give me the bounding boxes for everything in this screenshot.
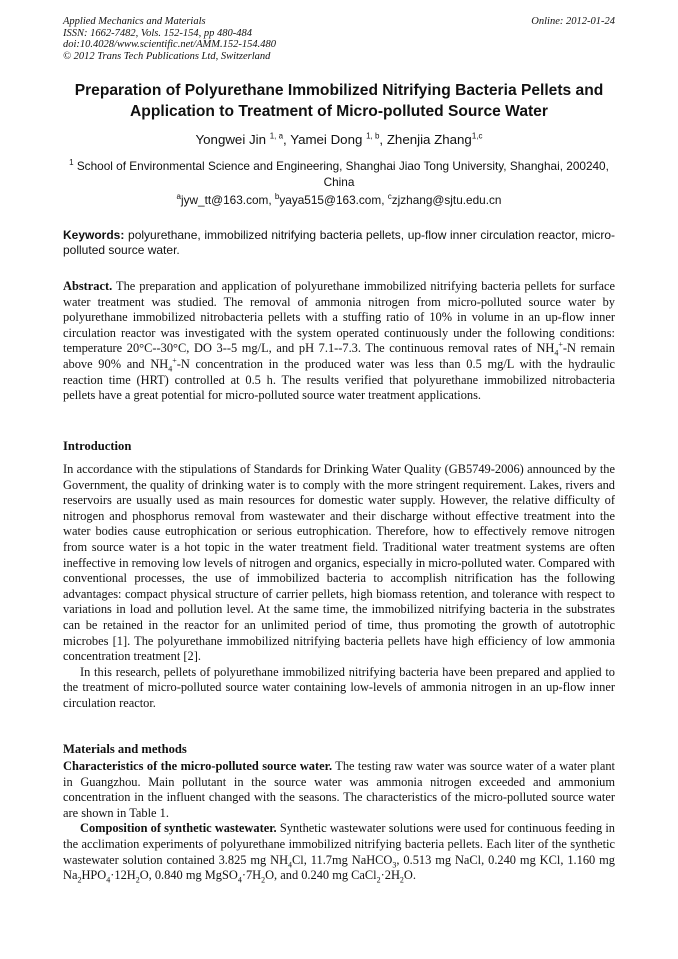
- journal-header: [63, 16, 276, 62]
- issn-line: ISSN: 1662-7482, Vols. 152-154, pp 480-484: [63, 27, 252, 39]
- affiliation: [60, 158, 618, 190]
- title-line-2: Application to Treatment of Micro-polluted Source Water: [130, 103, 548, 120]
- affiliation-text: School of Environmental Science and Engineering, Shanghai Jiao Tong University, Shanghai, 200240, China: [76, 159, 609, 189]
- subscript: 4: [168, 364, 173, 374]
- introduction-body: [63, 462, 615, 712]
- email-link[interactable]: yaya515@163.com,: [279, 193, 388, 207]
- introduction-paragraph: In accordance with the stipulations of Standards for Drinking Water Quality (GB5749-2006) announced by the Government, the quality of drinking water is to comply with the more stringent requirement. Lakes, rivers and reservoirs are usually used as main resources for domestic water supply. However, the relative difficulty of nitrogen and phosphorus removal from wastewater and their discharge without effective treatment into the water bodies cause eutrophication or serious eutrophication. Therefore, how to effectively remove nitrogen from source water is a hot topic in the water treatment field. Traditional water treatment systems are often ineffective in removing low levels of nitrogen and organics, especially in micro-polluted water. Compared with conventional processes, the use of immobilized bacteria to accomplish nitrification has the following advantages: compact physical structure of carrier pellets, high biomass retention, and tolerance with respect to variations in load and pollution level. At the same time, the immobilized nitrifying bacteria in the substrates can be retained in the reactor for an unlimited period of time, thus promoting the growth of autotrophic microbes [1]. The polyurethane immobilized nitrifying bacteria pellets have high efficiency of low ammonia concentration treatment [2].: [63, 462, 615, 664]
- author-affil-mark: 1, a: [269, 131, 284, 141]
- subscript: 2: [135, 875, 140, 885]
- keywords: [63, 228, 615, 258]
- subscript: 2: [77, 875, 82, 885]
- abstract-text: The preparation and application of polyurethane immobilized nitrifying bacteria pellets for surface water treatment was studied. The removal of ammonia nitrogen from micro-polluted source water by polyurethane immobilized nitrobacteria pellets with a stuffing ratio of 10% in volume in an up-flow inner circulation reactor was investigated with the system operated continuously under the following conditions: temperature 20°C--30°C, DO 3--5 mg/L, and pH 7.1--7.3. The continuous removal rates of NH: [63, 279, 615, 356]
- copyright-line: © 2012 Trans Tech Publications Ltd, Switzerland: [63, 50, 271, 62]
- author-affil-mark: 1,c: [471, 131, 483, 141]
- subscript: 4: [106, 875, 111, 885]
- abstract-text: -N remain above 90% and NH: [63, 341, 615, 371]
- keywords-label: Keywords:: [63, 228, 125, 242]
- author-list: [40, 132, 638, 147]
- methods-text: ·2H: [380, 868, 400, 883]
- author-name: Yongwei Jin: [195, 132, 266, 147]
- subsection-label: Characteristics of the micro-polluted source water.: [63, 759, 333, 773]
- subsection-label: Composition of synthetic wastewater.: [80, 821, 277, 836]
- methods-text: O, and 0.240 mg CaCl: [265, 868, 377, 883]
- methods-body: [63, 759, 615, 884]
- section-heading-methods: Materials and methods: [63, 742, 187, 756]
- author-name: Zhenjia Zhang: [386, 132, 472, 147]
- affiliation-mark: 1: [69, 158, 74, 168]
- subscript: 2: [261, 875, 266, 885]
- methods-text: The testing raw water was source water of a water plant in Guangzhou. Main pollutant in the source water was ammonia nitrogen exceeded and ammonium concentration in the influent changed with the seasons. The characteristics of the micro-polluted source water are shown in Table 1.: [63, 759, 615, 820]
- email-mark: b: [274, 192, 280, 202]
- methods-text: ·7H: [241, 868, 262, 883]
- email-link[interactable]: jyw_tt@163.com,: [180, 193, 275, 207]
- keywords-text: polyurethane, immobilized nitrifying bacteria pellets, up-flow inner circulation reactor, micro-polluted source water.: [63, 228, 615, 257]
- methods-paragraph: [63, 759, 615, 821]
- methods-text: , 0.513 mg NaCl, 0.240 mg KCl, 1.160 mg Na: [63, 852, 615, 883]
- methods-text: HPO: [81, 868, 107, 883]
- superscript: +: [172, 355, 177, 365]
- introduction-paragraph: In this research, pellets of polyurethane immobilized nitrifying bacteria have been prepared and applied to the treatment of micro-polluted source water containing low-levels of ammonia nitrogen in an up-flow inner circulation reactor.: [63, 664, 615, 710]
- abstract-label: Abstract.: [63, 279, 113, 293]
- author-separator: ,: [379, 132, 387, 147]
- subscript: 2: [376, 875, 381, 885]
- abstract: [63, 279, 615, 404]
- author-affil-mark: 1, b: [366, 131, 380, 141]
- subscript: 3: [392, 860, 397, 870]
- subscript: 4: [288, 860, 293, 870]
- author-name: Yamei Dong: [290, 132, 363, 147]
- doi-line: doi:10.4028/www.scientific.net/AMM.152-154.480: [63, 39, 276, 50]
- author-separator: ,: [283, 132, 291, 147]
- online-date: Online: 2012-01-24: [531, 16, 615, 27]
- paper-title: [40, 80, 638, 122]
- methods-text: Cl, 11.7mg NaHCO: [292, 852, 393, 867]
- email-mark: a: [176, 192, 181, 202]
- methods-text: O.: [403, 868, 416, 883]
- methods-text: ·12H: [110, 868, 136, 883]
- superscript: +: [558, 340, 563, 350]
- methods-text: Synthetic wastewater solutions were used for continuous feeding in the acclimation experiments of polyurethane immobilized nitrifying bacteria pellets. Each liter of the synthetic wastewater solution contained 3.825 mg NH: [63, 821, 615, 867]
- subscript: 4: [237, 875, 242, 885]
- title-line-1: Preparation of Polyurethane Immobilized Nitrifying Bacteria Pellets and: [74, 82, 604, 99]
- section-heading-introduction: Introduction: [63, 439, 132, 453]
- subscript: 4: [554, 348, 559, 358]
- methods-text: O, 0.840 mg MgSO: [139, 868, 238, 883]
- email-mark: c: [387, 192, 392, 202]
- abstract-text: -N concentration in the produced water was less than 0.5 mg/L with the hydraulic reaction time (HRT) controlled at 0.5 h. The results verified that polyurethane immobilized nitrobacteria pellets have a great potential for micro-polluted source water treatment applications.: [63, 356, 615, 403]
- author-emails: [40, 193, 638, 207]
- email-link[interactable]: zjzhang@sjtu.edu.cn: [391, 193, 502, 207]
- methods-paragraph: [63, 821, 615, 883]
- journal-name: Applied Mechanics and Materials: [63, 16, 206, 27]
- subscript: 2: [399, 875, 404, 885]
